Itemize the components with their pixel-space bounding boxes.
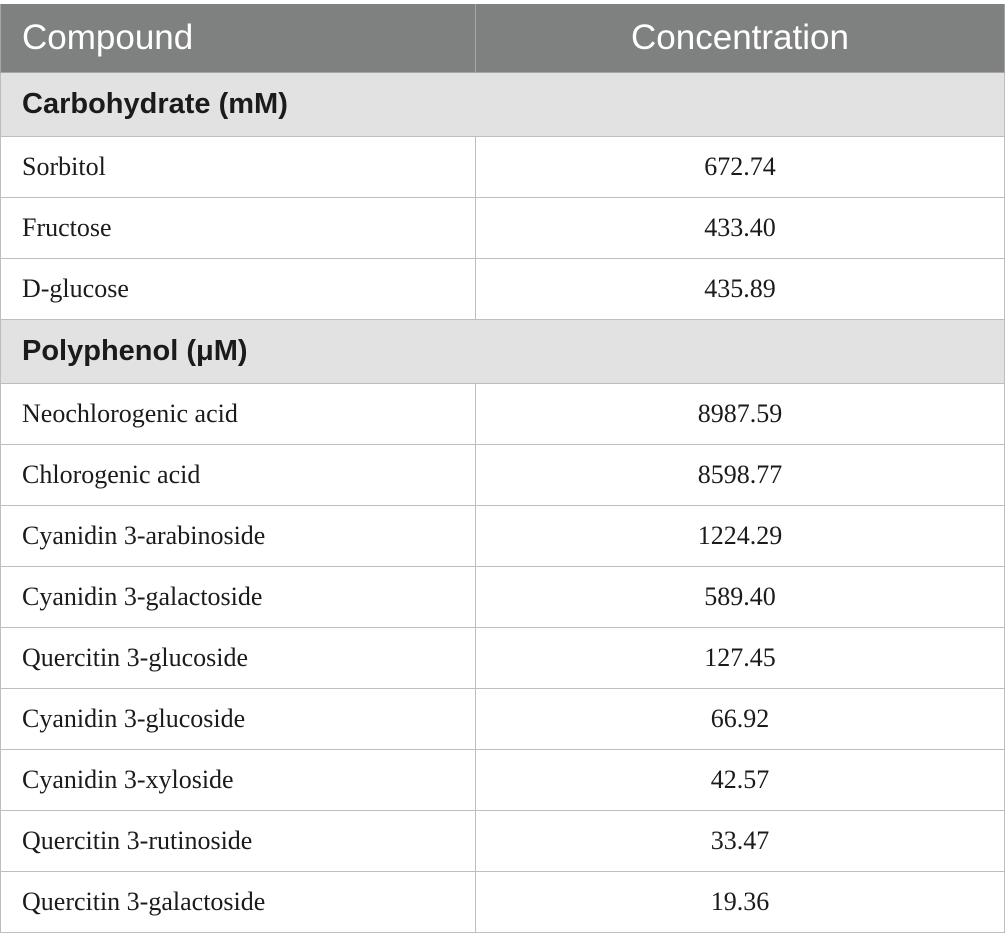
concentration-cell: 127.45 xyxy=(476,628,1005,689)
compound-cell: Neochlorogenic acid xyxy=(1,384,476,445)
section-row-carbohydrate xyxy=(1,73,1005,137)
compound-cell: Cyanidin 3-xyloside xyxy=(1,750,476,811)
table-row xyxy=(1,567,1005,628)
concentration-cell: 66.92 xyxy=(476,689,1005,750)
table-row xyxy=(1,259,1005,320)
compound-cell: Chlorogenic acid xyxy=(1,445,476,506)
concentration-cell: 435.89 xyxy=(476,259,1005,320)
table-row xyxy=(1,506,1005,567)
compound-cell: Sorbitol xyxy=(1,137,476,198)
table-row xyxy=(1,445,1005,506)
concentration-cell: 672.74 xyxy=(476,137,1005,198)
concentration-cell: 33.47 xyxy=(476,811,1005,872)
compound-cell: Fructose xyxy=(1,198,476,259)
concentration-cell: 8987.59 xyxy=(476,384,1005,445)
concentration-cell: 8598.77 xyxy=(476,445,1005,506)
table-row xyxy=(1,384,1005,445)
header-row xyxy=(1,4,1005,73)
column-header-concentration: Concentration xyxy=(476,4,1005,73)
concentration-cell: 42.57 xyxy=(476,750,1005,811)
compound-cell: Quercitin 3-glucoside xyxy=(1,628,476,689)
concentration-cell: 1224.29 xyxy=(476,506,1005,567)
compound-cell: Quercitin 3-rutinoside xyxy=(1,811,476,872)
compound-cell: Cyanidin 3-glucoside xyxy=(1,689,476,750)
table-row xyxy=(1,872,1005,933)
column-header-compound: Compound xyxy=(1,4,476,73)
compound-concentration-table xyxy=(0,4,1005,933)
table-row xyxy=(1,689,1005,750)
section-row-polyphenol xyxy=(1,320,1005,384)
compound-cell: Cyanidin 3-arabinoside xyxy=(1,506,476,567)
concentration-cell: 589.40 xyxy=(476,567,1005,628)
table-row xyxy=(1,750,1005,811)
compound-cell: Quercitin 3-galactoside xyxy=(1,872,476,933)
concentration-cell: 19.36 xyxy=(476,872,1005,933)
compound-cell: D-glucose xyxy=(1,259,476,320)
table-row xyxy=(1,811,1005,872)
section-title: Polyphenol (μM) xyxy=(1,320,1005,384)
concentration-cell: 433.40 xyxy=(476,198,1005,259)
table-row xyxy=(1,137,1005,198)
table-row xyxy=(1,628,1005,689)
compound-cell: Cyanidin 3-galactoside xyxy=(1,567,476,628)
section-title: Carbohydrate (mM) xyxy=(1,73,1005,137)
table-row xyxy=(1,198,1005,259)
